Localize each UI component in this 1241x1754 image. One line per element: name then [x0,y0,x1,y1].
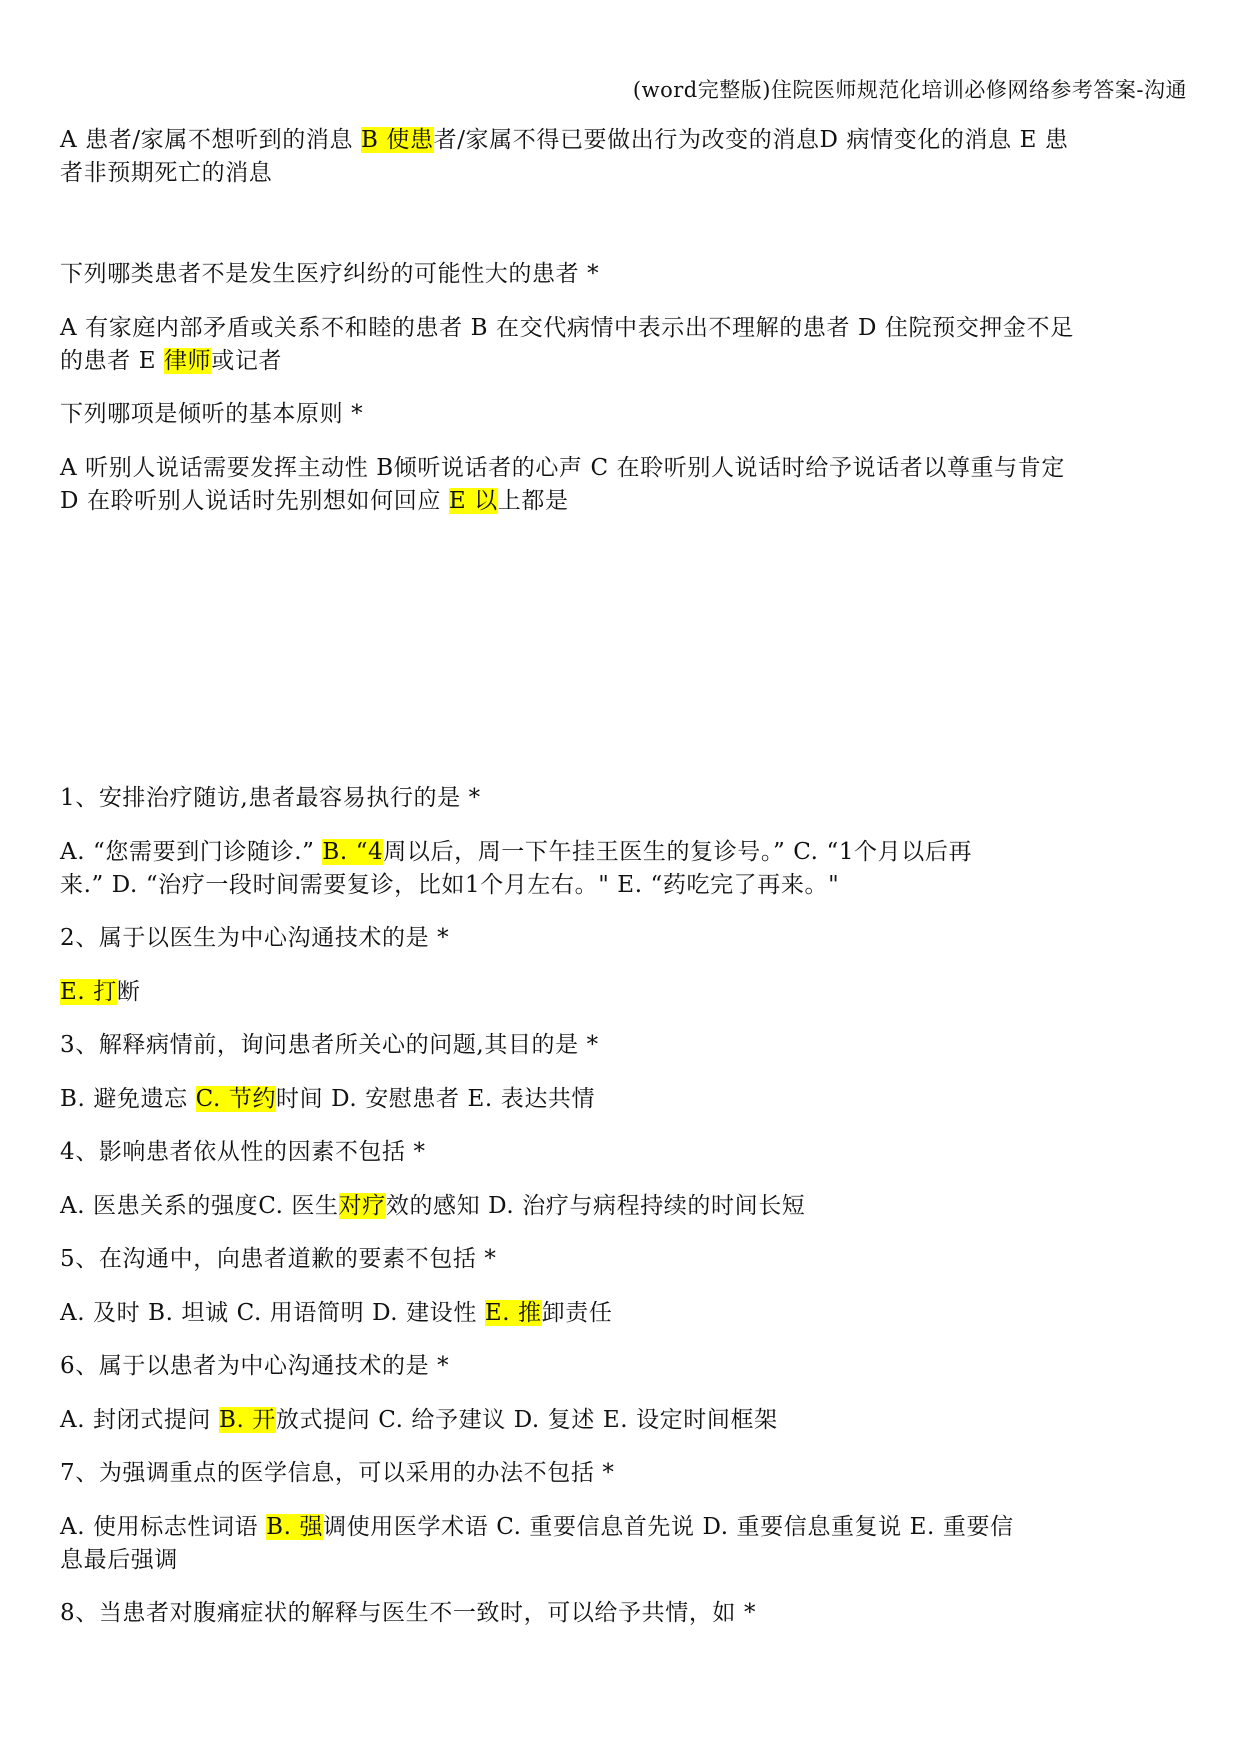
option-text: 者/家属不得已要做出行为改变的消息D 病情变化的消息 E 患 [433,127,1069,153]
option-line [60,869,1180,902]
option-text: 者非预期死亡的消息 [60,160,273,186]
option-line [60,1297,1180,1330]
option-line [60,1083,1180,1116]
question-text: 2、属于以医生为中心沟通技术的是 * [60,925,450,951]
question-text: 7、为强调重点的医学信息，可以采用的办法不包括 * [60,1460,615,1486]
option-line [60,485,1180,518]
option-text: 上都是 [497,488,569,514]
question-text: 4、影响患者依从性的因素不包括 * [60,1139,426,1165]
option-text: A 听别人说话需要发挥主动性 B倾听说话者的心声 C 在聆听别人说话时给予说话者以尊重与肯定 [60,455,1065,481]
option-line [60,452,1180,485]
option-text: A. 使用标志性词语 [60,1514,267,1540]
option-line [60,1544,1180,1577]
highlighted-answer: E 以 [448,488,498,514]
option-text: A. 及时 B. 坦诚 C. 用语简明 D. 建设性 [60,1300,485,1326]
option-line [60,124,1180,157]
option-text: 效的感知 D. 治疗与病程持续的时间长短 [385,1193,806,1219]
option-text: A 患者/家属不想听到的消息 [60,127,361,153]
option-line [60,1511,1180,1544]
highlighted-answer: 律师 [164,348,212,374]
question-text: 6、属于以患者为中心沟通技术的是 * [60,1353,450,1379]
option-text: 时间 D. 安慰患者 E. 表达共情 [276,1086,596,1112]
option-text: 周以后，周一下午挂王医生的复诊号。” C. “1个月以后再 [383,839,973,865]
highlighted-answer: E. 推 [484,1300,542,1326]
highlighted-answer: B. “4 [322,839,384,865]
question-text: 下列哪类患者不是发生医疗纠纷的可能性大的患者 * [60,261,600,287]
option-text: A. 医患关系的强度C. 医生 [60,1193,339,1219]
option-line [60,976,1180,1009]
option-text: 放式提问 C. 给予建议 D. 复述 E. 设定时间框架 [275,1407,778,1433]
page-header: (word完整版)住院医师规范化培训必修网络参考答案-沟通 [632,78,1187,102]
highlighted-answer: C. 节约 [195,1086,277,1112]
question-text: 8、当患者对腹痛症状的解释与医生不一致时，可以给予共情，如 * [60,1600,757,1626]
option-line [60,345,1180,378]
option-text: 调使用医学术语 C. 重要信息首先说 D. 重要信息重复说 E. 重要信 [323,1514,1014,1540]
option-text: D 在聆听别人说话时先别想如何回应 [60,488,449,514]
question-text: 3、解释病情前，询问患者所关心的问题,其目的是 * [60,1032,599,1058]
highlighted-answer: B. 开 [218,1407,276,1433]
question-text: 1、安排治疗随访,患者最容易执行的是 * [60,785,481,811]
highlighted-answer: B. 强 [266,1514,324,1540]
option-line [60,1190,1180,1223]
highlighted-answer: 对疗 [338,1193,386,1219]
option-text: B. 避免遗忘 [60,1086,196,1112]
option-text: 断 [116,979,141,1005]
option-text: 的患者 E [60,348,165,374]
option-line [60,836,1180,869]
option-line [60,157,1180,190]
highlighted-answer: E. 打 [60,979,117,1005]
option-text: 来.” D. “治疗一段时间需要复诊，比如1个月左右。" E. “药吃完了再来。" [60,872,840,898]
option-text: 或记者 [211,348,283,374]
option-text: 卸责任 [541,1300,613,1326]
option-text: A. 封闭式提问 [60,1407,219,1433]
option-text: A 有家庭内部矛盾或关系不和睦的患者 B 在交代病情中表示出不理解的患者 D 住院预交押金不足 [60,315,1074,341]
option-line [60,1404,1180,1437]
option-line [60,312,1180,345]
option-text: A. “您需要到门诊随诊.” [60,839,323,865]
question-text: 5、在沟通中，向患者道歉的要素不包括 * [60,1246,497,1272]
option-text: 息最后强调 [60,1547,178,1573]
highlighted-answer: B 使患 [360,127,434,153]
question-text: 下列哪项是倾听的基本原则 * [60,401,364,427]
